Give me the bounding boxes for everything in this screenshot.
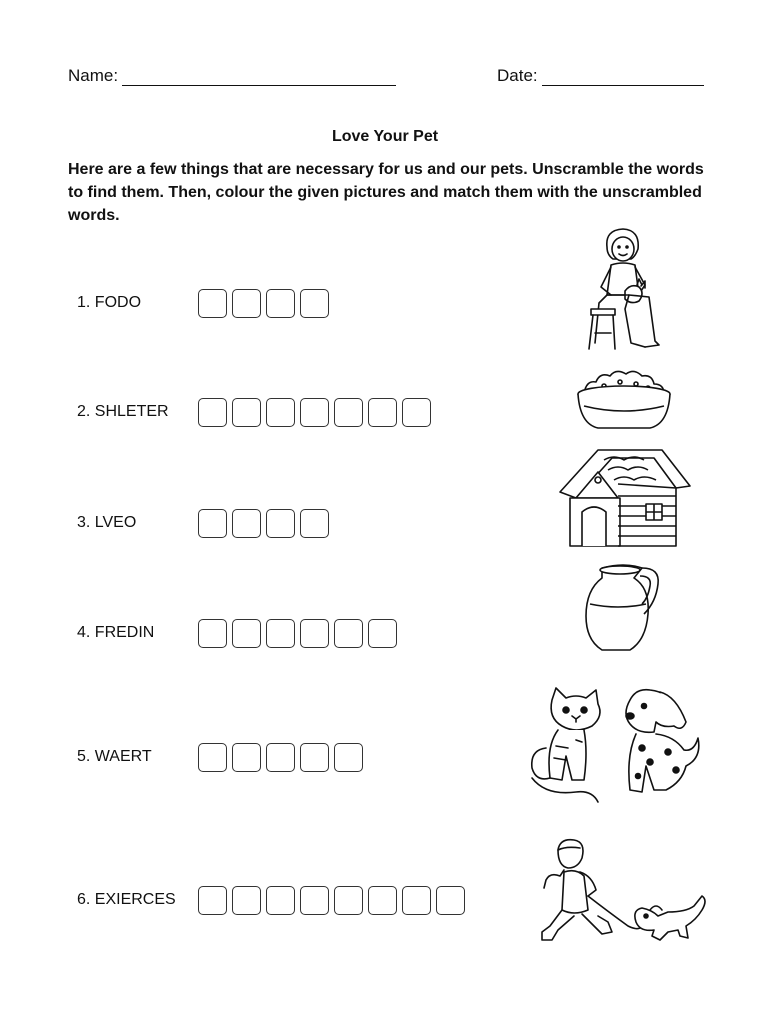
letter-boxes <box>198 398 436 427</box>
name-line[interactable] <box>122 67 396 86</box>
letter-boxes <box>198 289 334 318</box>
letter-box[interactable] <box>266 398 295 427</box>
letter-box[interactable] <box>232 509 261 538</box>
letter-box[interactable] <box>232 886 261 915</box>
letter-box[interactable] <box>266 289 295 318</box>
letter-box[interactable] <box>198 289 227 318</box>
letter-box[interactable] <box>334 619 363 648</box>
letter-box[interactable] <box>368 619 397 648</box>
letter-box[interactable] <box>232 743 261 772</box>
letter-boxes <box>198 509 334 538</box>
scrambled-word: 4. FREDIN <box>77 624 155 641</box>
scrambled-word: 6. EXIERCES <box>77 891 176 908</box>
word-row-6 <box>77 883 470 917</box>
name-label: Name: <box>68 66 119 85</box>
letter-box[interactable] <box>368 886 397 915</box>
page-title: Love Your Pet <box>331 128 439 145</box>
letter-box[interactable] <box>198 886 227 915</box>
letter-box[interactable] <box>334 398 363 427</box>
scrambled-word: 1. FODO <box>77 294 142 311</box>
letter-boxes <box>198 743 368 772</box>
letter-box[interactable] <box>402 886 431 915</box>
letter-box[interactable] <box>334 743 363 772</box>
instructions: Here are a few things that are necessary for us and our pets. Unscramble the words to find them. Then, colour the given pictures and match them with the unscrambled words. <box>68 161 704 224</box>
word-row-2 <box>77 395 436 429</box>
letter-box[interactable] <box>232 289 261 318</box>
date-field[interactable] <box>497 66 704 86</box>
letter-box[interactable] <box>232 619 261 648</box>
letter-box[interactable] <box>300 886 329 915</box>
letter-box[interactable] <box>198 398 227 427</box>
letter-box[interactable] <box>266 619 295 648</box>
letter-box[interactable] <box>198 619 227 648</box>
girl-holding-pet-icon <box>585 225 665 355</box>
scrambled-word: 5. WAERT <box>77 748 152 765</box>
letter-boxes <box>198 886 470 915</box>
food-bowl-icon <box>574 366 674 436</box>
cat-and-dog-icon <box>526 686 706 810</box>
letter-box[interactable] <box>232 398 261 427</box>
word-row-1 <box>77 286 334 320</box>
word-row-5 <box>77 740 368 774</box>
letter-box[interactable] <box>334 886 363 915</box>
water-jug-icon <box>584 560 664 656</box>
letter-box[interactable] <box>300 509 329 538</box>
letter-box[interactable] <box>368 398 397 427</box>
scrambled-word: 3. LVEO <box>77 514 137 531</box>
word-row-4 <box>77 616 402 650</box>
letter-box[interactable] <box>198 509 227 538</box>
date-label: Date: <box>497 66 538 85</box>
word-row-3 <box>77 506 334 540</box>
date-line[interactable] <box>542 67 704 86</box>
letter-box[interactable] <box>266 886 295 915</box>
boy-running-with-dog-icon <box>536 836 714 956</box>
scrambled-word: 2. SHLETER <box>77 403 169 420</box>
letter-box[interactable] <box>300 289 329 318</box>
letter-boxes <box>198 619 402 648</box>
letter-box[interactable] <box>300 398 329 427</box>
name-field[interactable] <box>68 66 396 86</box>
letter-box[interactable] <box>300 743 329 772</box>
letter-box[interactable] <box>436 886 465 915</box>
letter-box[interactable] <box>266 509 295 538</box>
letter-box[interactable] <box>266 743 295 772</box>
letter-box[interactable] <box>198 743 227 772</box>
letter-box[interactable] <box>300 619 329 648</box>
pet-house-icon <box>556 444 692 552</box>
letter-box[interactable] <box>402 398 431 427</box>
